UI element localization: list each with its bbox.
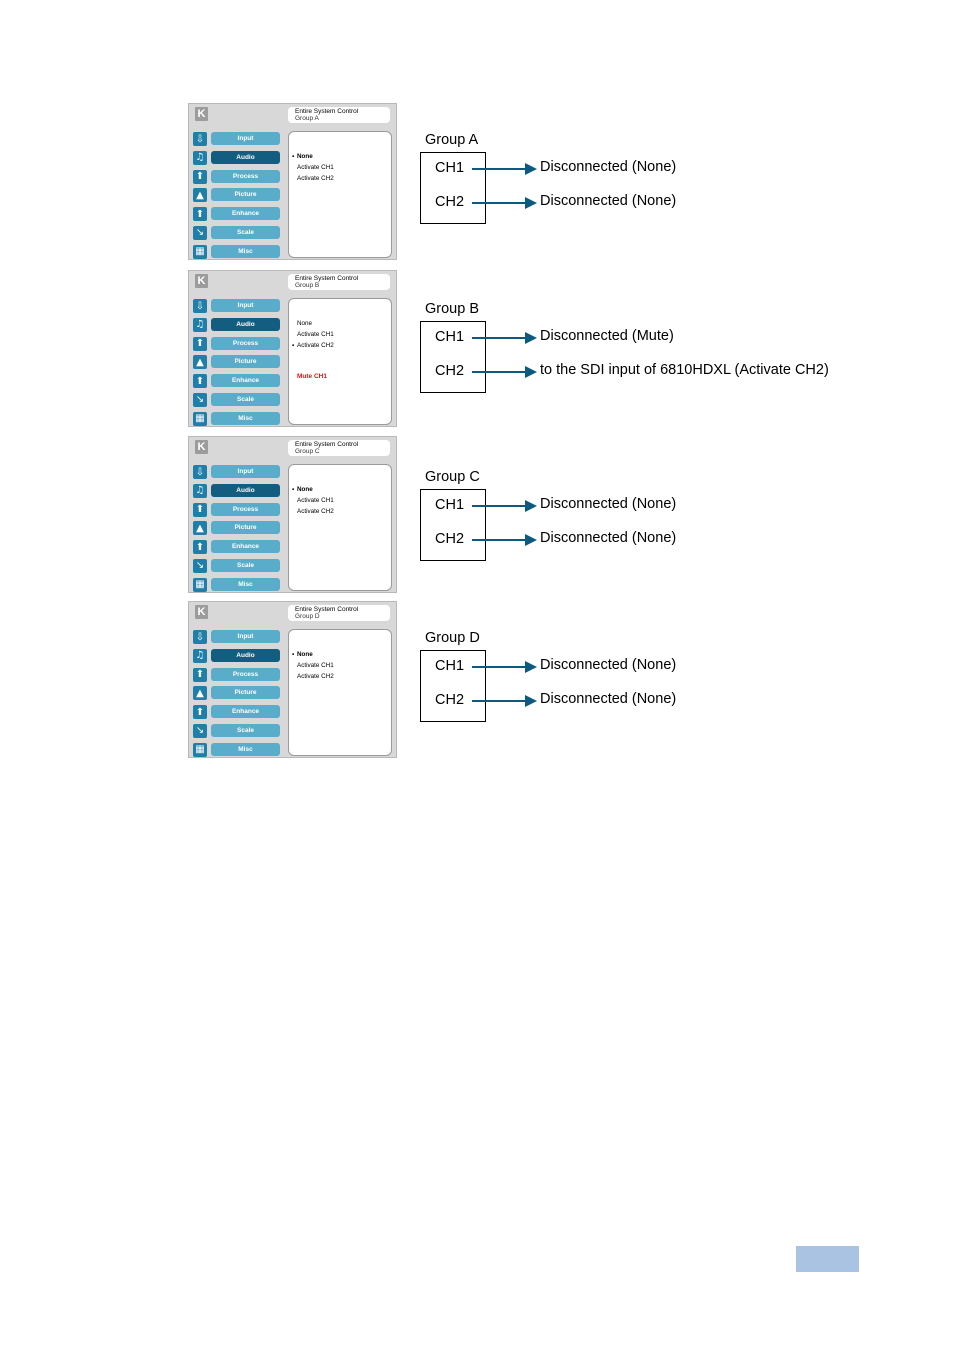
option-label: None [297, 651, 313, 658]
music-note-icon[interactable]: ♫ [193, 649, 207, 663]
panel-title: Entire System Control [295, 441, 359, 448]
menu-item-picture[interactable] [193, 354, 283, 373]
input-icon[interactable]: ⇩ [193, 132, 207, 146]
menu-item-misc[interactable] [193, 411, 283, 430]
menu-button-process[interactable]: Process [211, 170, 280, 183]
menu-button-misc[interactable]: Misc [211, 245, 280, 258]
panel-title: Entire System Control [295, 275, 359, 282]
channel-destination: Disconnected (None) [540, 530, 677, 546]
misc-icon[interactable]: ▦ [193, 245, 207, 259]
options-box [288, 298, 392, 425]
input-icon[interactable]: ⇩ [193, 630, 207, 644]
channel-diagram [419, 301, 849, 396]
option-label: None [297, 486, 313, 493]
panel-title: Entire System Control [295, 606, 359, 613]
selected-marker: ▪ [292, 153, 295, 160]
menu-item-misc[interactable] [193, 244, 283, 263]
option-activate-ch1[interactable] [292, 495, 334, 506]
option-label: Activate CH2 [297, 673, 334, 680]
menu-button-scale[interactable]: Scale [211, 226, 280, 239]
menu-item-input[interactable] [193, 464, 283, 483]
arrow-head [525, 661, 537, 673]
menu-button-scale[interactable]: Scale [211, 724, 280, 737]
panel-title-box [288, 605, 390, 621]
menu-item-enhance[interactable] [193, 704, 283, 723]
arrow-line [472, 666, 528, 668]
menu-button-process[interactable]: Process [211, 503, 280, 516]
arrow-head [525, 332, 537, 344]
arrow-line [472, 505, 528, 507]
channel-diagram [419, 469, 849, 564]
option-label: Activate CH1 [297, 164, 334, 171]
enhance-icon[interactable]: ⬆ [193, 540, 207, 554]
process-icon[interactable]: ⬆ [193, 170, 207, 184]
option-activate-ch1[interactable] [292, 329, 334, 340]
menu-button-audio[interactable]: Audio [211, 318, 280, 331]
music-note-icon[interactable]: ♫ [193, 151, 207, 165]
channel-label: CH2 [435, 363, 465, 379]
channel-label: CH2 [435, 194, 465, 210]
arrow-line [472, 337, 528, 339]
option-activate-ch2[interactable] [292, 340, 334, 351]
misc-icon[interactable]: ▦ [193, 743, 207, 757]
input-icon[interactable]: ⇩ [193, 299, 207, 313]
option-label: Activate CH1 [297, 662, 334, 669]
menu-button-enhance[interactable]: Enhance [211, 705, 280, 718]
scale-icon[interactable]: ↘ [193, 226, 207, 240]
misc-icon[interactable]: ▦ [193, 578, 207, 592]
option-activate-ch2[interactable] [292, 506, 334, 517]
menu-button-process[interactable]: Process [211, 337, 280, 350]
menu-button-input[interactable]: Input [211, 132, 280, 145]
option-none[interactable] [292, 151, 334, 162]
menu-button-picture[interactable]: Picture [211, 188, 280, 201]
menu-item-process[interactable] [193, 502, 283, 521]
menu-item-enhance[interactable] [193, 206, 283, 225]
menu-item-audio[interactable] [193, 317, 283, 336]
process-icon[interactable]: ⬆ [193, 668, 207, 682]
logo: K [195, 605, 208, 619]
channel-label: CH1 [435, 160, 465, 176]
menu-item-audio[interactable] [193, 648, 283, 667]
menu-item-picture[interactable] [193, 685, 283, 704]
menu-button-scale[interactable]: Scale [211, 559, 280, 572]
side-menu [193, 464, 283, 596]
enhance-icon[interactable]: ⬆ [193, 207, 207, 221]
enhance-icon[interactable]: ⬆ [193, 374, 207, 388]
process-icon[interactable]: ⬆ [193, 503, 207, 517]
options-list [292, 484, 334, 517]
channel-destination: Disconnected (None) [540, 691, 677, 707]
channel-label: CH1 [435, 497, 465, 513]
channel-destination: Disconnected (None) [540, 496, 677, 512]
panel-title-box [288, 274, 390, 290]
menu-button-scale[interactable]: Scale [211, 393, 280, 406]
process-icon[interactable]: ⬆ [193, 337, 207, 351]
menu-button-enhance[interactable]: Enhance [211, 374, 280, 387]
side-menu [193, 298, 283, 430]
scale-icon[interactable]: ↘ [193, 559, 207, 573]
menu-button-audio[interactable]: Audio [211, 151, 280, 164]
menu-item-input[interactable] [193, 131, 283, 150]
options-list [292, 318, 334, 351]
menu-item-picture[interactable] [193, 187, 283, 206]
panel-group-label: Group B [295, 282, 320, 289]
menu-button-enhance[interactable]: Enhance [211, 540, 280, 553]
panel-group-label: Group A [295, 115, 319, 122]
menu-button-audio[interactable]: Audio [211, 649, 280, 662]
option-label: None [297, 153, 313, 160]
menu-item-input[interactable] [193, 629, 283, 648]
mute-status-label: Mute CH1 [297, 373, 327, 380]
panel-title-box [288, 107, 390, 123]
panel-group-label: Group C [295, 448, 320, 455]
arrow-line [472, 168, 528, 170]
option-label: Activate CH2 [297, 508, 334, 515]
control-panel [188, 601, 397, 758]
logo: K [195, 440, 208, 454]
selected-marker: ▪ [292, 342, 295, 349]
channel-label: CH1 [435, 658, 465, 674]
menu-button-enhance[interactable]: Enhance [211, 207, 280, 220]
menu-item-scale[interactable] [193, 225, 283, 244]
option-activate-ch1[interactable] [292, 162, 334, 173]
music-note-icon[interactable]: ♫ [193, 318, 207, 332]
control-panel [188, 103, 397, 260]
channel-destination: Disconnected (None) [540, 159, 677, 175]
arrow-head [525, 366, 537, 378]
option-label: Activate CH1 [297, 497, 334, 504]
option-activate-ch1[interactable] [292, 660, 334, 671]
option-label: None [297, 320, 313, 327]
menu-item-picture[interactable] [193, 520, 283, 539]
control-panel [188, 270, 397, 427]
channel-diagram [419, 630, 849, 725]
diagram-group-label: Group D [425, 630, 480, 646]
arrow-head [525, 500, 537, 512]
arrow-head [525, 197, 537, 209]
menu-item-enhance[interactable] [193, 373, 283, 392]
menu-button-audio[interactable]: Audio [211, 484, 280, 497]
menu-button-input[interactable]: Input [211, 299, 280, 312]
menu-item-scale[interactable] [193, 723, 283, 742]
enhance-icon[interactable]: ⬆ [193, 705, 207, 719]
menu-item-process[interactable] [193, 336, 283, 355]
arrow-line [472, 539, 528, 541]
side-menu [193, 131, 283, 263]
picture-icon[interactable]: ▲ [193, 188, 207, 202]
option-activate-ch2[interactable] [292, 173, 334, 184]
misc-icon[interactable]: ▦ [193, 412, 207, 426]
menu-item-scale[interactable] [193, 558, 283, 577]
menu-button-picture[interactable]: Picture [211, 521, 280, 534]
channel-destination: Disconnected (None) [540, 657, 677, 673]
arrow-head [525, 534, 537, 546]
panel-title: Entire System Control [295, 108, 359, 115]
menu-item-input[interactable] [193, 298, 283, 317]
options-box [288, 131, 392, 258]
options-list [292, 649, 334, 682]
arrow-line [472, 202, 528, 204]
option-label: Activate CH2 [297, 175, 334, 182]
channel-destination: Disconnected (None) [540, 193, 677, 209]
diagram-group-label: Group B [425, 301, 479, 317]
option-label: Activate CH2 [297, 342, 334, 349]
channel-destination: to the SDI input of 6810HDXL (Activate CH2) [540, 362, 829, 378]
menu-button-picture[interactable]: Picture [211, 355, 280, 368]
panel-title-box [288, 440, 390, 456]
option-label: Activate CH1 [297, 331, 334, 338]
menu-button-misc[interactable]: Misc [211, 743, 280, 756]
options-box [288, 629, 392, 756]
channel-label: CH1 [435, 329, 465, 345]
menu-button-picture[interactable]: Picture [211, 686, 280, 699]
channel-label: CH2 [435, 692, 465, 708]
menu-item-process[interactable] [193, 169, 283, 188]
options-box [288, 464, 392, 591]
option-none[interactable] [292, 649, 334, 660]
logo: K [195, 107, 208, 121]
input-icon[interactable]: ⇩ [193, 465, 207, 479]
side-menu [193, 629, 283, 761]
option-none[interactable] [292, 318, 334, 329]
menu-button-misc[interactable]: Misc [211, 412, 280, 425]
option-activate-ch2[interactable] [292, 671, 334, 682]
diagram-group-label: Group A [425, 132, 479, 148]
menu-item-process[interactable] [193, 667, 283, 686]
channel-diagram [419, 132, 849, 227]
diagram-group-label: Group C [425, 469, 480, 485]
scale-icon[interactable]: ↘ [193, 393, 207, 407]
menu-button-misc[interactable]: Misc [211, 578, 280, 591]
menu-item-misc[interactable] [193, 742, 283, 761]
menu-button-input[interactable]: Input [211, 630, 280, 643]
selected-marker: ▪ [292, 651, 295, 658]
options-list [292, 151, 334, 184]
menu-button-input[interactable]: Input [211, 465, 280, 478]
menu-item-scale[interactable] [193, 392, 283, 411]
option-none[interactable] [292, 484, 334, 495]
arrow-line [472, 700, 528, 702]
arrow-head [525, 695, 537, 707]
arrow-head [525, 163, 537, 175]
picture-icon[interactable]: ▲ [193, 686, 207, 700]
scale-icon[interactable]: ↘ [193, 724, 207, 738]
picture-icon[interactable]: ▲ [193, 355, 207, 369]
channel-destination: Disconnected (Mute) [540, 328, 674, 344]
logo: K [195, 274, 208, 288]
channel-label: CH2 [435, 531, 465, 547]
menu-button-process[interactable]: Process [211, 668, 280, 681]
panel-group-label: Group D [295, 613, 320, 620]
arrow-line [472, 371, 528, 373]
menu-item-misc[interactable] [193, 577, 283, 596]
picture-icon[interactable]: ▲ [193, 521, 207, 535]
menu-item-audio[interactable] [193, 150, 283, 169]
page-number-tab [796, 1246, 859, 1272]
menu-item-enhance[interactable] [193, 539, 283, 558]
music-note-icon[interactable]: ♫ [193, 484, 207, 498]
control-panel [188, 436, 397, 593]
menu-item-audio[interactable] [193, 483, 283, 502]
selected-marker: ▪ [292, 486, 295, 493]
